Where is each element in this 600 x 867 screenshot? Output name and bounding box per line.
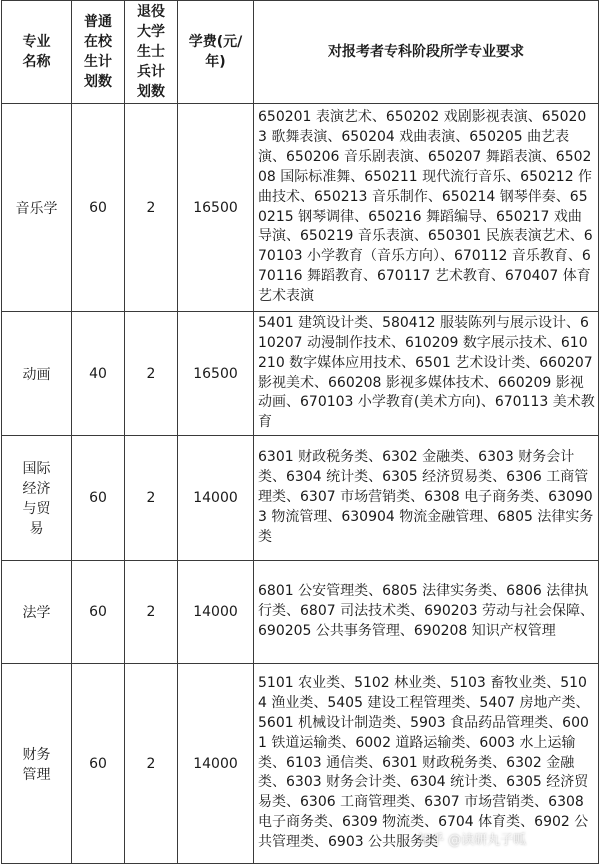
header-row	[2, 1, 599, 104]
major-name: 财务管理	[2, 664, 72, 864]
enrollment-plan-table	[1, 0, 599, 864]
watermark: 知乎 @读研丸子呱	[418, 833, 527, 848]
major-name: 法学	[2, 561, 72, 664]
major-name: 音乐学	[2, 104, 72, 312]
tuition-value: 14000	[178, 436, 254, 561]
major-requirement: 650201 表演艺术、650202 戏剧影视表演、650203 歌舞表演、650204 戏曲表演、650205 曲艺表演、650206 音乐剧表演、650207 舞蹈表演、650208 国际标准舞、650211 现代流行音乐、650212 作曲技术、650213 音乐制作、650214 钢琴伴奏、650215 钢琴调律、650216 舞蹈编导、650217 戏曲导演、650219 音乐表演、650301 民族表演艺术、670103 小学教育（音乐方向）、670112 音乐教育、670116 舞蹈教育、670117 艺术教育、670407 体育艺术表演	[254, 104, 599, 312]
table-row	[2, 104, 599, 312]
table-row	[2, 561, 599, 664]
tuition-value: 14000	[178, 664, 254, 864]
header-requirement: 对报考者专科阶段所学专业要求	[254, 1, 599, 104]
header-regular-plan: 普通在校生计划数	[72, 1, 125, 104]
major-requirement: 6301 财政税务类、6302 金融类、6303 财务会计类、6304 统计类、6305 经济贸易类、6306 工商管理类、6307 市场营销类、6308 电子商务类、630903 物流管理、630904 物流金融管理、6805 法律实务类	[254, 436, 599, 561]
regular-plan-count: 60	[72, 561, 125, 664]
veteran-plan-count: 2	[125, 436, 178, 561]
veteran-plan-count: 2	[125, 312, 178, 436]
major-name: 动画	[2, 312, 72, 436]
regular-plan-count: 60	[72, 664, 125, 864]
header-veteran-plan: 退役大学生士兵计划数	[125, 1, 178, 104]
table-row	[2, 312, 599, 436]
major-requirement: 5101 农业类、5102 林业类、5103 畜牧业类、5104 渔业类、5405 建设工程管理类、5407 房地产类、5601 机械设计制造类、5903 食品药品管理类、6001 铁道运输类、6002 道路运输类、6003 水上运输类、6103 通信类、6301 财政税务类、6302 金融类、6303 财务会计类、6304 统计类、6305 经济贸易类、6306 工商管理类、6307 市场营销类、6308 电子商务类、6309 物流类、6704 体育类、6902 公共管理类、6903 公共服务类	[254, 664, 599, 864]
tuition-value: 16500	[178, 104, 254, 312]
veteran-plan-count: 2	[125, 104, 178, 312]
regular-plan-count: 60	[72, 104, 125, 312]
major-requirement: 6801 公安管理类、6805 法律实务类、6806 法律执行类、6807 司法技术类、690203 劳动与社会保障、690205 公共事务管理、690208 知识产权管理	[254, 561, 599, 664]
table-row	[2, 436, 599, 561]
major-requirement: 5401 建筑设计类、580412 服装陈列与展示设计、610207 动漫制作技术、610209 数字展示技术、610210 数字媒体应用技术、6501 艺术设计类、660207 影视美术、660208 影视多媒体技术、660209 影视动画、670103 小学教育(美术方向)、670113 美术教育	[254, 312, 599, 436]
regular-plan-count: 60	[72, 436, 125, 561]
tuition-value: 14000	[178, 561, 254, 664]
header-major: 专业名称	[2, 1, 72, 104]
veteran-plan-count: 2	[125, 561, 178, 664]
major-name: 国际经济与贸易	[2, 436, 72, 561]
veteran-plan-count: 2	[125, 664, 178, 864]
tuition-value: 16500	[178, 312, 254, 436]
regular-plan-count: 40	[72, 312, 125, 436]
header-tuition: 学费(元/年)	[178, 1, 254, 104]
